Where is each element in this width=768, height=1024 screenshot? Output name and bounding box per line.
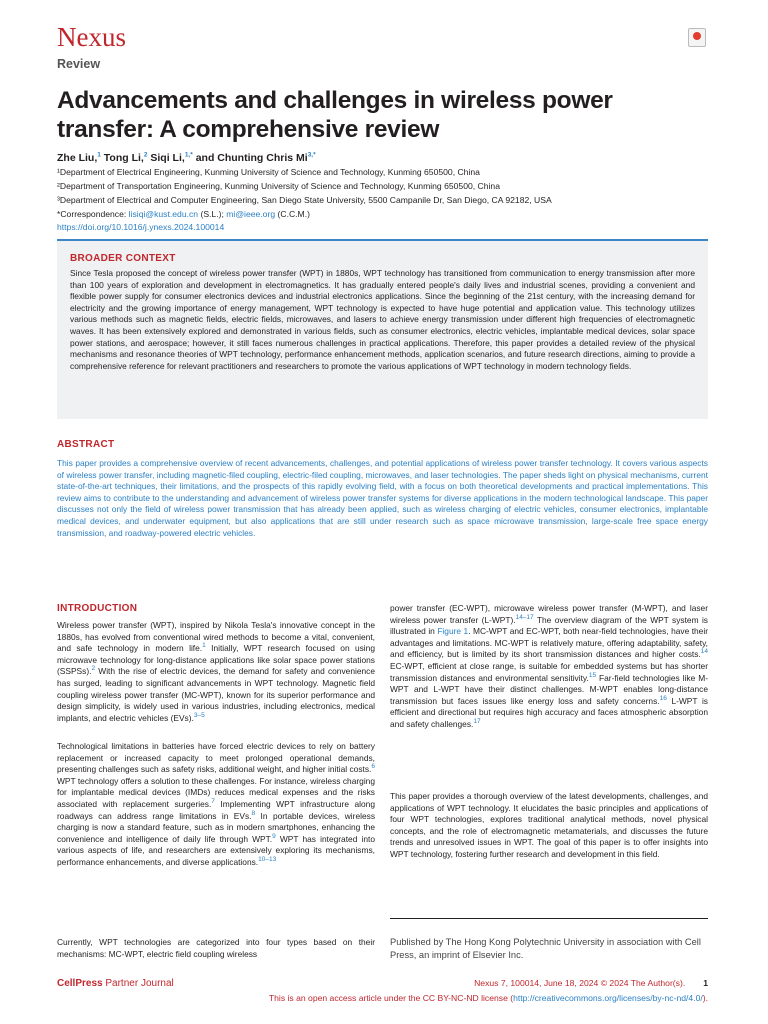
journal-name[interactable]: Nexus: [57, 22, 126, 52]
intro-paragraph-2: Technological limitations in batteries have forced electric devices to rely on battery replacement or increased capacity to meet prolonged operational demands, presenting challenges such as safety risks, additional weight, and higher initial costs.$^6$ WPT technology offers a solution to these challenges. For instance, wireless charging for implantable medical devices (IMDs) reduces medical expenses and the risks associated with replacement surgeries.$^7$ Implementing WPT infrastructure along roadways can address range limitations in EVs.$^8$ In portable devices, wireless charging is now a standard feature, such as in modern smartphones, enhancing the convenience and intelligence of daily life through WPT.$^9$ WPT has integrated into various aspects of life, and researchers are extensively exploring its mechanisms, performance enhancements, and diverse applications.$^{10-13}$: [57, 741, 376, 867]
correspondence-initials: (C.C.M.): [277, 209, 310, 219]
citation-link[interactable]: 14: [700, 648, 708, 656]
citation-link[interactable]: 10–13: [258, 856, 277, 864]
citation-link[interactable]: 16: [659, 694, 667, 702]
article-title: Advancements and challenges in wireless power transfer: A comprehensive review: [57, 87, 613, 143]
author-name: Zhe Liu,: [57, 152, 98, 164]
license-link[interactable]: http://creativecommons.org/licenses/by-nc-nd/4.0/: [513, 993, 703, 1003]
citation-link[interactable]: 6: [371, 763, 375, 771]
affiliation: ²Department of Transportation Engineering, Kunming University of Science and Technology, Kunming 650500, China: [57, 181, 500, 191]
citation-link[interactable]: 1: [202, 642, 206, 650]
correspondence-line: [57, 208, 310, 220]
article-type: Review: [57, 57, 101, 71]
author-name: and Chunting Chris Mi: [195, 152, 308, 164]
author-affiliation-mark: 1,*: [184, 151, 193, 159]
partner-journal-label: Partner Journal: [105, 978, 174, 989]
intro-paragraph-3-continued: power transfer (EC-WPT), microwave wireless power transfer (M-WPT), and laser wireless power transfer (L-WPT).$^{14-17}$ The overview diagram of the WPT system is illustrated in Figure 1. MC-WPT and EC-WPT, both near-field technologies, have their advantages and limitations. MC-WPT is relatively mature, offering adaptability, safety, and efficiency, but is limited by its short transmission distances and higher costs.$^{14}$ EC-WPT, efficient at close range, is suitable for embedded systems but has shorter transmission distances and environmental sensitivity.$^{15}$ Far-field technologies like M-WPT and L-WPT have their distinct challenges. M-WPT enables long-distance transmission but faces issues like energy loss and safety concerns.$^{16}$ L-WPT is efficient and directional but requires high accuracy and faces atmospheric absorption and safety challenges.$^{17}$: [390, 603, 708, 729]
citation-text: Nexus 7, 100014, June 18, 2024 © 2024 The Author(s).: [474, 978, 686, 988]
page-number: 1: [703, 978, 708, 988]
figure-link[interactable]: Figure 1: [437, 626, 469, 637]
citation-link[interactable]: 7: [211, 798, 215, 806]
citation-link[interactable]: 15: [588, 671, 597, 679]
citation-link[interactable]: 14–17: [515, 613, 534, 621]
affiliation: ³Department of Electrical and Computer Engineering, San Diego State University, 5500 Campanile Dr, San Diego, CA 92182, USA: [57, 195, 552, 205]
intro-paragraph-3: Currently, WPT technologies are categorized into four types based on their mechanisms: MC-WPT, electric field coupling wireless: [57, 937, 375, 959]
divider: [390, 918, 708, 919]
cellpress-brand: CellPress: [57, 978, 103, 989]
email-link[interactable]: lisiqi@kust.edu.cn: [128, 209, 199, 219]
author-name: Siqi Li,: [150, 152, 185, 164]
abstract-text: This paper provides a comprehensive overview of recent advancements, challenges, and potential applications of wireless power transfer technology. It covers various aspects of wireless power transfer, including magnetic-filed coupling, electric-filed coupling, microwaves, and laser technologies. The paper sheds light on physical mechanisms, current state-of-the-art techniques, their limitations, and the prospects of this rapidly evolving field, with a focus on both theoretical developments and practical implementations. This review aims to contribute to the understanding and advancement of wireless power transfer systems for diverse applications in the modern technological landscape. This paper discusses not only the field of wireless power transmission that has already been applied, such as wireless charging of electric vehicles, consumer electronics, implantable medical devices, and underwater equipment, but also applications that are still under research such as space microwave transmission, large-scale free space energy transmission, and roadway-powered electric vehicles.: [57, 458, 708, 538]
author-affiliation-mark: 1: [97, 151, 101, 159]
cellpress-logo: [57, 978, 174, 989]
author-list: [57, 152, 316, 164]
author-affiliation-mark: 2: [143, 151, 148, 159]
citation-link[interactable]: 3–5: [193, 711, 205, 719]
license-line: This is an open access article under the CC BY-NC-ND license (http://creativecommons.org/licenses/by-nc-nd/4.0/).: [268, 993, 708, 1003]
broader-context-heading: BROADER CONTEXT: [70, 253, 176, 264]
citation-link[interactable]: 8: [251, 809, 256, 817]
broader-context-text: Since Tesla proposed the concept of wireless power transfer (WPT) in 1880s, WPT technology has transitioned from communication to energy transmission after more than 100 years of exploration and development in electromagnetics. It has gradually entered people's daily lives and industrial scenes, providing a convenient and flexible power supply for consumer electronics devices and industrial electronics applications. Since the beginning of the 21st century, with the increasing demand for electricity and the growing importance of energy management, WPT technology is expected to have huge potential and application value. This technology utilizes various methods such as magnetic fields, electric fields, microwaves, and lasers to achieve energy transmission under different high frequencies of electromagnetic waves. It has been extensively explored and demonstrated in various fields, such as consumer electronics, electric vehicles, implantable medical devices, solar space power stations, and aerospace; however, it still faces numerous challenges in practical applications. Therefore, this paper provides a detailed review of the physical mechanisms and resonance theories of WPT technology, performance enhancement methods, application scenarios, and future research directions, aiming to provide a comprehensive reference for relevant practitioners and researchers to promote the various applications of WPT technology in modern technology fields.: [70, 268, 695, 371]
footer-citation: [420, 978, 708, 988]
author-affiliation-mark: 3,*: [307, 151, 316, 159]
check-for-updates-icon[interactable]: [688, 28, 706, 47]
citation-link[interactable]: 9: [272, 832, 276, 840]
correspondence-initials: (S.L.);: [200, 209, 224, 219]
author-name: Tong Li,: [103, 152, 144, 164]
citation-link[interactable]: 2: [91, 665, 96, 673]
correspondence-label: *Correspondence:: [57, 209, 127, 219]
intro-paragraph-4: This paper provides a thorough overview of the latest developments, challenges, and applications of WPT technology. It elucidates the basic principles and applications of four WPT technologies, explores traditional analytical methods, novel physical concepts, and the role of electromagnetic metamaterials, and discusses the future trends and unresolved issues in WPT. The goal of this paper is to offer insights into WPT technology, fostering further research and development in this field.: [390, 791, 708, 859]
abstract-heading: ABSTRACT: [57, 439, 115, 450]
doi-link[interactable]: https://doi.org/10.1016/j.ynexs.2024.100014: [57, 222, 225, 232]
email-link[interactable]: mi@ieee.org: [226, 209, 276, 219]
introduction-heading: INTRODUCTION: [57, 603, 138, 614]
citation-link[interactable]: 17: [473, 718, 481, 726]
affiliation: ¹Department of Electrical Engineering, Kunming University of Science and Technology, Kunming 650500, China: [57, 167, 480, 177]
publisher-note: Published by The Hong Kong Polytechnic University in association with Cell Press, an imprint of Elsevier Inc.: [390, 937, 701, 960]
intro-paragraph-1: Wireless power transfer (WPT), inspired by Nikola Tesla's innovative concept in the 1880s, has evolved from conventional wired methods to become a vital, convenient, and safe technology in modern life.$^1$ Initially, WPT research focused on using microwave technology for long-distance applications like solar space power stations (SSPSs).$^2$ With the rise of electric devices, the demand for safety and convenience has surged, leading to significant advancements in WPT technology. Magnetic field coupling wireless power transfer (MC-WPT), known for its superior performance and design simplicity, is widely used in various industries, including electronics, medical implants, and electric vehicles (EVs).$^{3-5}$: [57, 620, 375, 723]
